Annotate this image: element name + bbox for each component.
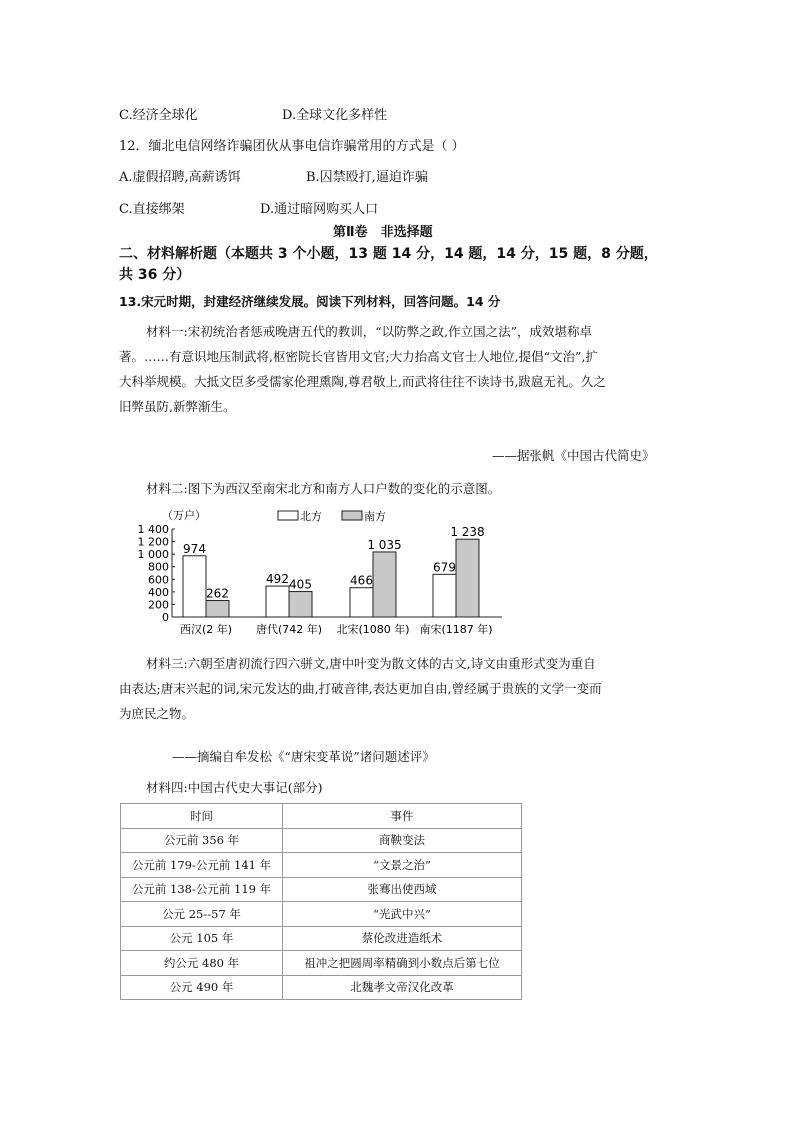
bar-north [350,588,373,617]
bar-value-label: 262 [206,586,229,601]
option-c-11: C.经济全球化 [119,108,198,123]
question-13-stem: 13.宋元时期，封建经济继续发展。阅读下列材料，回答问题。14 分 [119,294,501,309]
cell-event: 张骞出使西域 [283,877,522,902]
y-tick-label: 800 [148,560,169,574]
cell-event: “光武中兴” [283,902,522,927]
cell-time: 公元 105 年 [121,926,283,951]
table-row [121,951,522,976]
option-d-12: D.通过暗网购买人口 [260,202,379,217]
bar-north [183,556,206,617]
bar-value-label: 974 [183,541,206,556]
cell-time: 公元 490 年 [121,975,283,1000]
option-b-12: B.囚禁殴打,逼迫诈骗 [306,170,428,185]
cell-event: 北魏孝文帝汉化改革 [283,975,522,1000]
bar-south [289,592,312,617]
material-three-line: 由表达;唐末兴起的词,宋元发达的曲,打破音律,表达更加自由,曾经属于贵族的文学一变而 [119,681,602,696]
header-time: 时间 [121,804,283,829]
option-d-11: D.全球文化多样性 [282,108,388,123]
cell-time: 公元前 138-公元前 119 年 [121,877,283,902]
x-category-label: 北宋(1080 年) [336,623,410,636]
section-heading-line2: 共 36 分） [119,267,191,283]
table-header-row [121,804,522,829]
material-one-line: 大科举规模。大抵文臣多受儒家伦理熏陶,尊君敬上,而武将往往不读诗书,跋扈无礼。久之 [119,374,606,389]
bar-value-label: 405 [289,577,312,592]
cell-time: 公元前 356 年 [121,828,283,853]
y-tick-label: 200 [148,598,169,612]
table-row [121,975,522,1000]
y-tick-label: 1 000 [137,548,169,562]
question-12-stem: 12．缅北电信网络诈骗团伙从事电信诈骗常用的方式是（ ） [119,139,465,154]
bar-value-label: 492 [266,572,289,587]
material-one-line: 旧弊虽防,新弊渐生。 [119,399,236,414]
cell-time: 公元 25--57 年 [121,902,283,927]
material-one-line: 材料一:宋初统治者惩戒晚唐五代的教训，“以防弊之政,作立国之法”，成效堪称卓 [146,324,592,339]
legend-label: 北方 [300,510,322,523]
bar-south [373,552,396,617]
option-c-12: C.直接绑架 [119,202,185,217]
y-tick-label: 1 400 [137,523,169,536]
material-three-line: 为庶民之物。 [119,706,195,721]
x-category-label: 唐代(742 年) [255,623,323,636]
y-tick-label: 1 200 [137,535,169,549]
y-tick-label: 0 [162,611,169,624]
section-heading-line1: 二、材料解析题（本题共 3 个小题，13 题 14 分，14 题，14 分，15 题，8 分题， [119,246,658,262]
y-tick-label: 400 [148,585,169,599]
y-axis-unit: （万户） [162,509,206,522]
material-two-text: 材料二:图下为西汉至南宋北方和南方人口户数的变化的示意图。 [146,481,501,496]
material-three-source: ——摘编自牟发松《“唐宋变革说”诸问题述评》 [172,749,435,764]
material-three-line: 材料三:六朝至唐初流行四六骈文,唐中叶变为散文体的古文,诗文由重形式变为重自 [146,656,596,671]
table-row [121,926,522,951]
cell-event: 祖冲之把圆周率精确到小数点后第七位 [283,951,522,976]
x-category-label: 南宋(1187 年) [419,623,493,636]
cell-event: 蔡伦改进造纸术 [283,926,522,951]
bar-north [266,586,289,617]
table-row [121,902,522,927]
table-row [121,853,522,878]
cell-time: 约公元 480 年 [121,951,283,976]
legend-label: 南方 [364,510,386,523]
cell-event: 商鞅变法 [283,828,522,853]
y-tick-label: 600 [148,573,169,587]
cell-time: 公元前 179-公元前 141 年 [121,853,283,878]
bar-south [206,601,229,617]
part-two-title: 第Ⅱ卷 非选择题 [333,225,433,240]
option-a-12: A.虚假招聘,高薪诱饵 [119,170,241,185]
bar-value-label: 1 035 [367,537,402,552]
material-four-title: 材料四:中国古代史大事记(部分) [146,780,323,795]
x-category-label: 西汉(2 年) [179,623,233,636]
material-one-source: ——据张帆《中国古代简史》 [492,448,655,463]
material-one-line: 著。……有意识地压制武将,枢密院长官皆用文官;大力抬高文官士人地位,提倡“文治”,扩 [119,349,598,364]
table-row [121,877,522,902]
bar-north [433,574,456,617]
bar-value-label: 466 [350,573,373,588]
material-three [119,651,602,726]
chart-legend [278,509,386,523]
bar-value-label: 1 238 [450,525,485,540]
legend-swatch [278,511,298,520]
bar-south [456,539,479,617]
table-row [121,828,522,853]
population-bar-chart [120,505,505,640]
header-event: 事件 [283,804,522,829]
bar-value-label: 679 [433,560,456,575]
events-table [120,803,522,1000]
cell-event: “文景之治” [283,853,522,878]
material-one [119,319,606,419]
legend-swatch [342,511,362,520]
